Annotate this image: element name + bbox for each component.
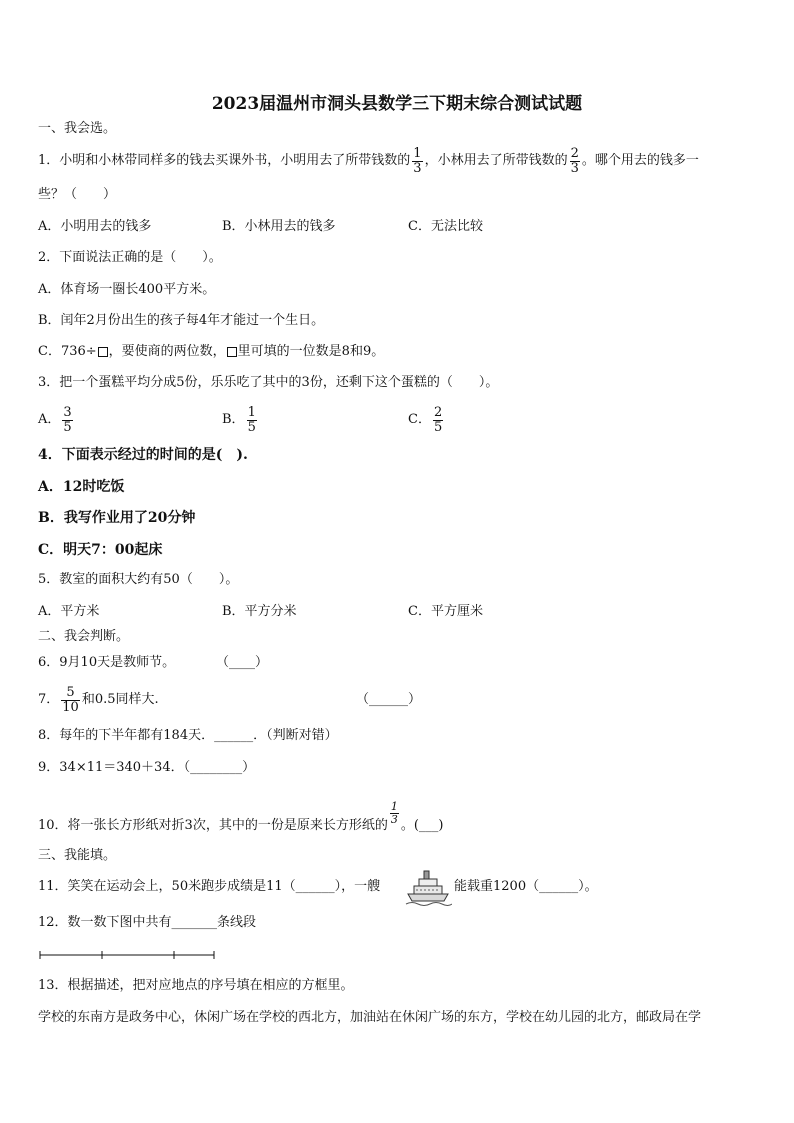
fraction-five-tenths: $\frac{5}{10}$ <box>62 684 79 715</box>
question-9-text: 9．34×11＝340＋34．（________） <box>38 760 256 775</box>
question-7-body: 和0.5同样大. <box>81 692 159 707</box>
fraction-two-thirds: $\frac{2}{3}$ <box>570 145 579 176</box>
q2-option-c[interactable] <box>38 344 384 360</box>
section-heading-3: 三、我能填。 <box>38 848 117 863</box>
question-1-text-part1: 小明和小林带同样多的钱去买课外书，小明用去了所带钱数的 <box>59 153 411 168</box>
fraction-one-third: $\frac{1}{3}$ <box>413 145 422 176</box>
line-segment-figure <box>38 946 218 958</box>
question-5-stem: 5．教室的面积大约有50（ ）。 <box>38 572 239 587</box>
q4-option-b[interactable]: B．我写作业用了20分钟 <box>38 510 196 526</box>
q1-option-a[interactable]: A．小明用去的钱多 <box>38 219 152 234</box>
question-1-number: 1． <box>38 153 60 168</box>
question-6-answer-blank[interactable]: （____） <box>216 655 269 670</box>
q5-option-b[interactable]: B．平方分米 <box>222 604 297 619</box>
q2-option-c-part2: ，要使商的两位数， <box>108 344 226 359</box>
question-10-body: 10．将一张长方形纸对折3次，其中的一份是原来长方形纸的 <box>38 818 388 833</box>
q2-option-c-part3: 里可填的一位数是8和9。 <box>237 344 385 359</box>
question-8-text: 8．每年的下半年都有184天．______．（判断对错） <box>38 728 338 743</box>
question-7-answer-blank[interactable]: （______） <box>356 692 422 707</box>
question-1-line-1 <box>38 143 699 179</box>
q3-option-c-label: C． <box>408 412 431 427</box>
q1-option-b[interactable]: B．小林用去的钱多 <box>222 219 336 234</box>
page-title: 2023届温州市洞头县数学三下期末综合测试试题 <box>211 94 583 114</box>
question-3-stem: 3．把一个蛋糕平均分成5份，乐乐吃了其中的3份，还剩下这个蛋糕的（ ）。 <box>38 375 499 390</box>
question-6-text: 6．9月10天是教师节。 <box>38 655 176 670</box>
blank-square-icon <box>227 347 237 357</box>
fraction-two-fifths: $\frac{2}{5}$ <box>433 404 443 435</box>
question-1-text-part2: ，小林用去了所带钱数的 <box>424 153 568 168</box>
question-12-text: 12．数一数下图中共有_______条线段 <box>38 915 257 930</box>
question-10-answer-blank[interactable]: 。(___) <box>400 818 444 833</box>
q2-option-c-part1: C．736÷ <box>38 344 97 359</box>
fraction-one-fifth: $\frac{1}{5}$ <box>247 404 256 435</box>
question-2-stem: 2．下面说法正确的是（ ）。 <box>38 250 222 265</box>
q4-option-a[interactable]: A．12时吃饭 <box>38 479 125 495</box>
fraction-three-fifths: $\frac{3}{5}$ <box>63 404 72 435</box>
question-11-part2: 能载重1200（______）。 <box>454 879 598 894</box>
question-11-part1: 11．笑笑在运动会上，50米跑步成绩是11（______），一艘 <box>38 879 381 894</box>
question-7-text <box>38 682 159 718</box>
q2-option-b[interactable]: B．闰年2月份出生的孩子每4年才能过一个生日。 <box>38 313 325 328</box>
q2-option-a[interactable]: A．体育场一圈长400平方米。 <box>38 282 216 297</box>
q5-option-c[interactable]: C．平方厘米 <box>408 604 483 619</box>
blank-square-icon <box>98 347 108 357</box>
q4-option-c[interactable]: C．明天7：00起床 <box>38 542 163 558</box>
question-1-text-part3: 。哪个用去的钱多一 <box>581 153 699 168</box>
question-10-text <box>38 798 443 834</box>
section-heading-2: 二、我会判断。 <box>38 629 130 644</box>
q3-option-a[interactable] <box>38 402 75 438</box>
q5-option-a[interactable]: A．平方米 <box>38 604 100 619</box>
q3-option-b-label: B． <box>222 412 245 427</box>
q3-option-b[interactable] <box>222 402 259 438</box>
section-heading-1: 一、我会选。 <box>38 121 117 136</box>
question-1-line-2: 些？（ ） <box>38 187 117 202</box>
q1-option-c[interactable]: C．无法比较 <box>408 219 483 234</box>
fraction-one-third-small: $\frac{1}{3}$ <box>390 800 398 826</box>
q3-option-c[interactable] <box>408 402 445 438</box>
question-13-stem: 13．根据描述，把对应地点的序号填在相应的方框里。 <box>38 978 354 993</box>
question-4-stem: 4．下面表示经过的时间的是( ). <box>38 447 248 463</box>
question-13-body: 学校的东南方是政务中心，休闲广场在学校的西北方，加油站在休闲广场的东方，学校在幼儿园的北方，邮政局在学 <box>38 1010 702 1025</box>
ship-icon <box>404 864 452 906</box>
q3-option-a-label: A． <box>38 412 61 427</box>
question-7-number: 7． <box>38 692 60 707</box>
